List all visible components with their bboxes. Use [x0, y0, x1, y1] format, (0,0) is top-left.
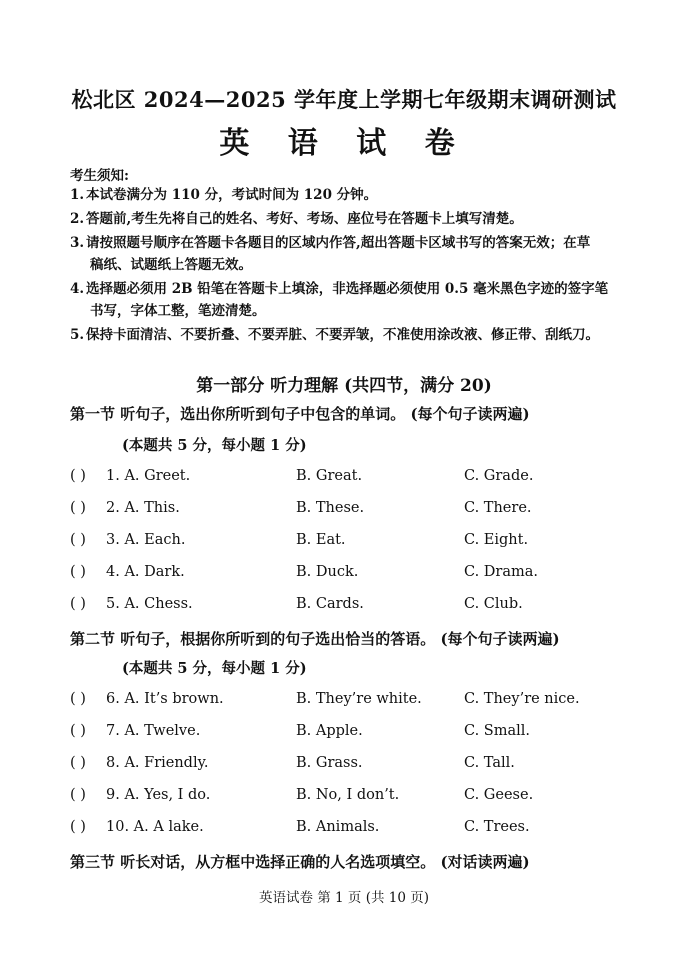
option-a: 4. A. Dark. [106, 564, 185, 580]
option-b: B. They’re white. [296, 691, 422, 707]
section-3-title: 第三节 听长对话，从方框中选择正确的人名选项填空。 (对话读两遍) [70, 853, 530, 871]
option-c: C. There. [464, 500, 532, 516]
answer-blank[interactable]: ( ) [70, 500, 86, 516]
question-5 [70, 596, 630, 618]
notice-number: 1. [70, 187, 85, 203]
option-c: C. Drama. [464, 564, 539, 580]
answer-blank[interactable]: ( ) [70, 468, 86, 484]
answer-blank[interactable]: ( ) [70, 755, 86, 771]
section-1-title: 第一节 听句子，选出你所听到句子中包含的单词。 (每个句子读两遍) [70, 405, 530, 423]
question-1 [70, 468, 630, 490]
option-a: 5. A. Chess. [106, 596, 193, 612]
option-c: C. Grade. [464, 468, 534, 484]
section-1-note: (本题共 5 分，每小题 1 分) [122, 437, 307, 454]
question-8 [70, 755, 630, 777]
notice-text: 保持卡面清洁、不要折叠、不要弄脏、不要弄皱，不准使用涂改液、修正带、刮纸刀。 [86, 327, 599, 343]
answer-blank[interactable]: ( ) [70, 787, 86, 803]
part-1-title: 第一部分 听力理解 (共四节，满分 20) [196, 376, 492, 396]
notice-continuation: 书写，字体工整，笔迹清楚。 [90, 303, 266, 319]
question-10 [70, 819, 630, 841]
answer-blank[interactable]: ( ) [70, 564, 86, 580]
notice-item-1 [70, 184, 630, 206]
option-a: 10. A. A lake. [106, 819, 204, 835]
notice-item-5 [70, 324, 630, 346]
option-c: C. Eight. [464, 532, 529, 548]
option-c: C. Geese. [464, 787, 534, 803]
option-a: 9. A. Yes, I do. [106, 787, 211, 803]
section-2-title: 第二节 听句子，根据你所听到的句子选出恰当的答语。 (每个句子读两遍) [70, 630, 560, 648]
notice-text: 请按照题号顺序在答题卡各题目的区域内作答,超出答题卡区域书写的答案无效；在草 [86, 235, 591, 251]
option-a: 2. A. This. [106, 500, 180, 516]
option-b: B. Grass. [296, 755, 363, 771]
notice-item-3 [70, 232, 630, 276]
question-9 [70, 787, 630, 809]
notice-number: 4. [70, 281, 85, 297]
notice-item-2 [70, 208, 630, 230]
notice-continuation: 稿纸、试题纸上答题无效。 [90, 257, 252, 273]
question-6 [70, 691, 630, 713]
option-b: B. No, I don’t. [296, 787, 400, 803]
page-footer: 英语试卷 第 1 页 (共 10 页) [258, 890, 430, 906]
notice-item-4 [70, 278, 630, 322]
notice-text: 答题前,考生先将自己的姓名、考好、考场、座位号在答题卡上填写清楚。 [86, 211, 523, 227]
option-b: B. Great. [296, 468, 363, 484]
option-b: B. Eat. [296, 532, 346, 548]
exam-title: 松北区 2024—2025 学年度上学期七年级期末调研测试 [71, 87, 617, 112]
option-c: C. Small. [464, 723, 531, 739]
question-4 [70, 564, 630, 586]
option-a: 6. A. It’s brown. [106, 691, 224, 707]
option-c: C. They’re nice. [464, 691, 580, 707]
answer-blank[interactable]: ( ) [70, 532, 86, 548]
notice-text: 本试卷满分为 110 分，考试时间为 120 分钟。 [86, 187, 378, 203]
option-b: B. Apple. [296, 723, 363, 739]
answer-blank[interactable]: ( ) [70, 723, 86, 739]
notice-number: 2. [70, 211, 85, 227]
answer-blank[interactable]: ( ) [70, 691, 86, 707]
question-7 [70, 723, 630, 745]
option-b: B. These. [296, 500, 365, 516]
option-b: B. Animals. [296, 819, 380, 835]
answer-blank[interactable]: ( ) [70, 596, 86, 612]
section-2-note: (本题共 5 分，每小题 1 分) [122, 660, 307, 677]
notice-number: 5. [70, 327, 85, 343]
notice-text: 选择题必须用 2B 铅笔在答题卡上填涂，非选择题必须使用 0.5 毫米黑色字迹的签字笔 [86, 281, 609, 297]
option-a: 7. A. Twelve. [106, 723, 201, 739]
subject-title: 英 语 试 卷 [219, 126, 469, 161]
question-2 [70, 500, 630, 522]
answer-blank[interactable]: ( ) [70, 819, 86, 835]
option-c: C. Trees. [464, 819, 530, 835]
notice-number: 3. [70, 235, 85, 251]
option-c: C. Club. [464, 596, 523, 612]
question-3 [70, 532, 630, 554]
option-a: 3. A. Each. [106, 532, 186, 548]
option-c: C. Tall. [464, 755, 515, 771]
option-b: B. Duck. [296, 564, 359, 580]
notice-heading: 考生须知: [70, 168, 129, 184]
option-b: B. Cards. [296, 596, 364, 612]
option-a: 1. A. Greet. [106, 468, 191, 484]
option-a: 8. A. Friendly. [106, 755, 209, 771]
